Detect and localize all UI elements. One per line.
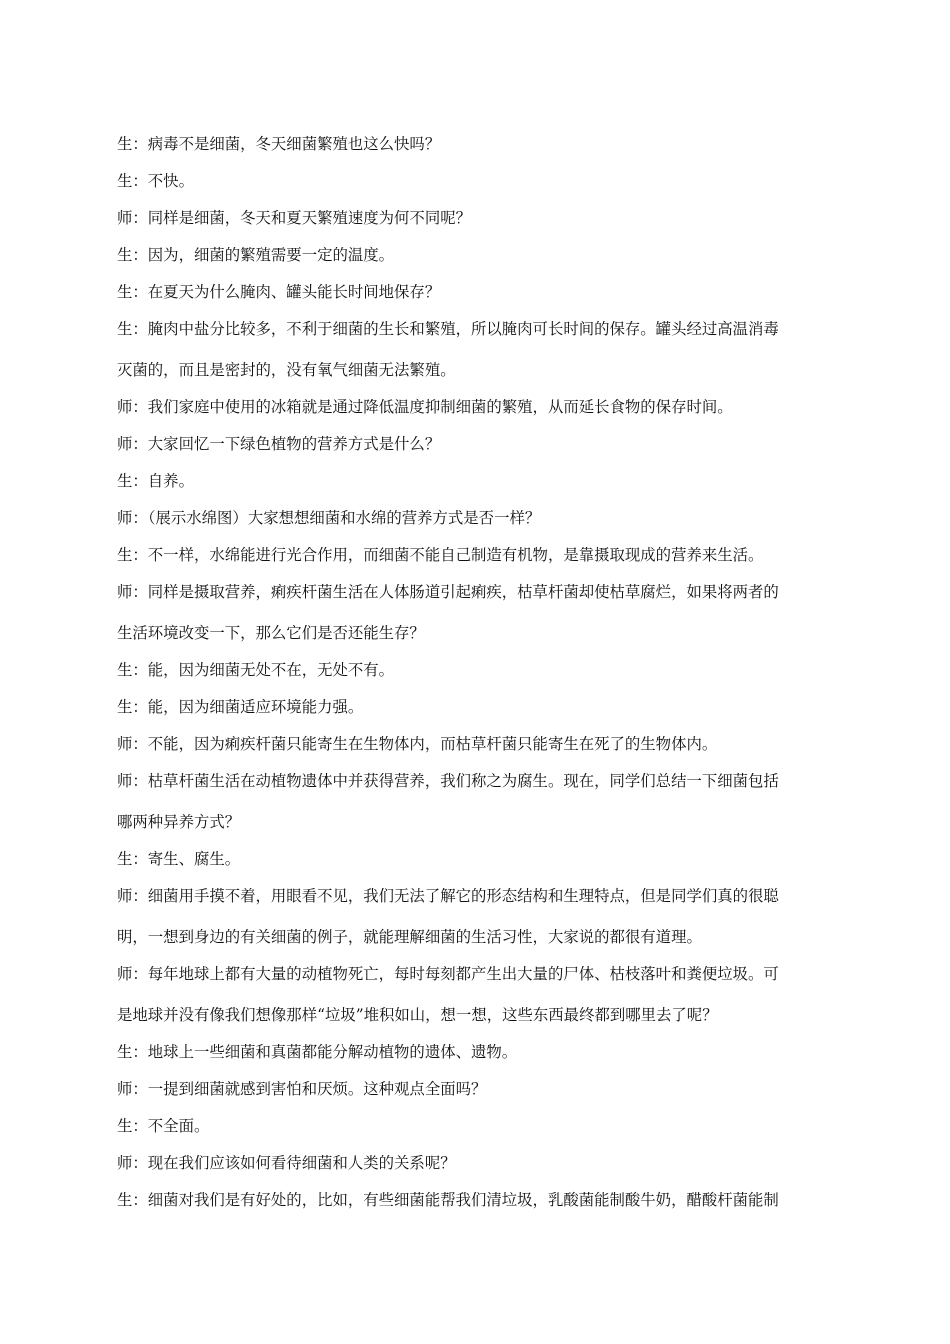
text-line: 师：同样是摄取营养，痢疾杆菌生活在人体肠道引起痢疾，枯草杆菌却使枯草腐烂，如果将两者的 xyxy=(117,583,779,601)
text-line: 生：不快。 xyxy=(117,172,194,190)
text-line: 是地球并没有像我们想像那样“垃圾”堆积如山，想一想，这些东西最终都到哪里去了呢？ xyxy=(117,1006,718,1024)
text-line: 哪两种异养方式？ xyxy=(117,813,241,831)
text-line: 生：病毒不是细菌，冬天细菌繁殖也这么快吗？ xyxy=(117,135,441,153)
text-line: 生：自养。 xyxy=(117,472,194,490)
text-line: 生：能，因为细菌无处不在，无处不有。 xyxy=(117,661,395,679)
text-line: 生：因为，细菌的繁殖需要一定的温度。 xyxy=(117,246,395,264)
text-line: 灭菌的，而且是密封的，没有氧气细菌无法繁殖。 xyxy=(117,361,456,379)
text-line: 明，一想到身边的有关细菌的例子，就能理解细菌的生活习性，大家说的都很有道理。 xyxy=(117,928,702,946)
text-line: 生：腌肉中盐分比较多，不利于细菌的生长和繁殖，所以腌肉可长时间的保存。罐头经过高温消毒 xyxy=(117,320,779,338)
text-line: 生：寄生、腐生。 xyxy=(117,850,241,868)
text-line: 生：细菌对我们是有好处的，比如，有些细菌能帮我们清垃圾，乳酸菌能制酸牛奶，醋酸杆菌能制 xyxy=(117,1191,779,1209)
text-line: 师：每年地球上都有大量的动植物死亡，每时每刻都产生出大量的尸体、枯枝落叶和粪便垃圾。可 xyxy=(117,965,779,983)
text-line: 师：大家回忆一下绿色植物的营养方式是什么？ xyxy=(117,435,441,453)
text-line: 生：在夏天为什么腌肉、罐头能长时间地保存？ xyxy=(117,283,441,301)
text-line: 生：不全面。 xyxy=(117,1117,210,1135)
text-line: 师：同样是细菌，冬天和夏天繁殖速度为何不同呢？ xyxy=(117,209,471,227)
text-line: 师：现在我们应该如何看待细菌和人类的关系呢？ xyxy=(117,1154,456,1172)
text-line: 师：一提到细菌就感到害怕和厌烦。这种观点全面吗？ xyxy=(117,1080,487,1098)
text-line: 生：不一样，水绵能进行光合作用，而细菌不能自己制造有机物，是靠摄取现成的营养来生活。 xyxy=(117,546,764,564)
text-line: 师：（展示水绵图）大家想想细菌和水绵的营养方式是否一样？ xyxy=(117,509,541,527)
text-line: 师：不能，因为痢疾杆菌只能寄生在生物体内，而枯草杆菌只能寄生在死了的生物体内。 xyxy=(117,735,718,753)
text-line: 师：细菌用手摸不着，用眼看不见，我们无法了解它的形态结构和生理特点，但是同学们真的很聪 xyxy=(117,887,779,905)
text-line: 生：能，因为细菌适应环境能力强。 xyxy=(117,698,364,716)
text-line: 师：我们家庭中使用的冰箱就是通过降低温度抑制细菌的繁殖，从而延长食物的保存时间。 xyxy=(117,398,733,416)
text-line: 生活环境改变一下，那么它们是否还能生存？ xyxy=(117,624,425,642)
text-line: 师：枯草杆菌生活在动植物遗体中并获得营养，我们称之为腐生。现在，同学们总结一下细菌包括 xyxy=(117,772,779,790)
text-line: 生：地球上一些细菌和真菌都能分解动植物的遗体、遗物。 xyxy=(117,1043,518,1061)
